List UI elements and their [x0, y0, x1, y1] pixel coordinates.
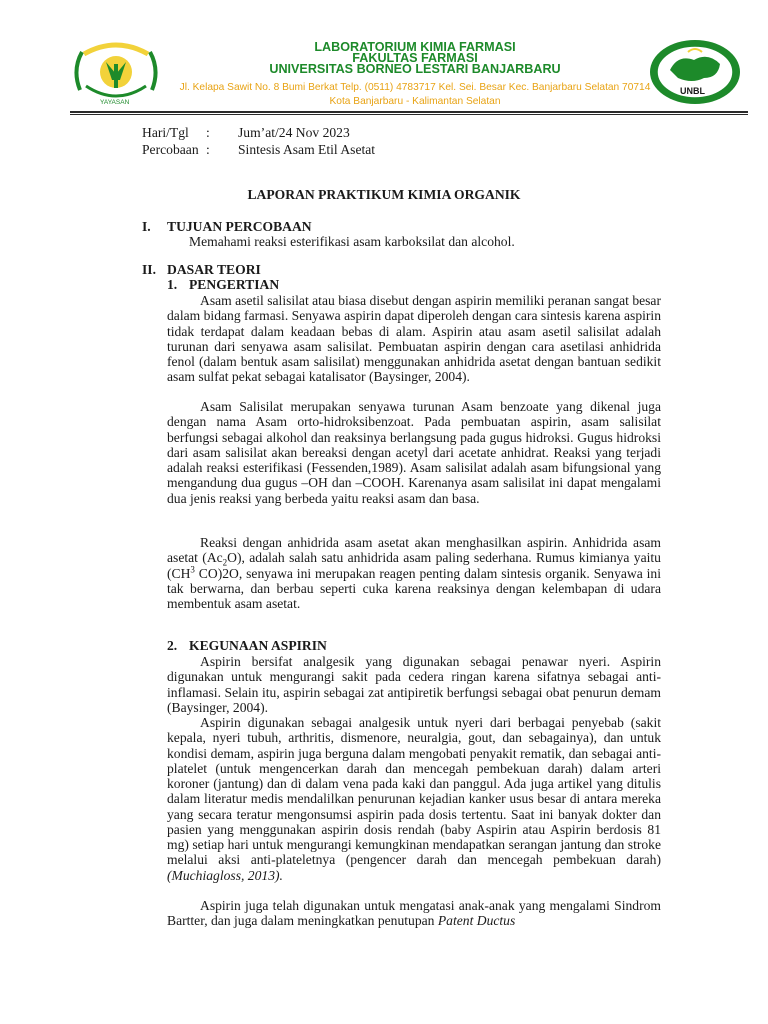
kegunaan-p2-text: Aspirin digunakan sebagai analgesik untuk nyeri dari berbagai penyebab (sakit kepala, nyeri tubuh, arthritis, dismenore, neuralgia, gout, dan sebagainya), dan untuk kondisi demam, aspirin juga berguna dalam mengobati penyakit rematik, dan sebagai anti-platelet (untuk mengencerkan darah dan mencegah pembekuan darah) dalam arteri koroner (jantung) dan di dalam vena pada kaki dan panggul. Ada juga artikel yang ditulis dalam literatur medis mendalilkan penurunan kejadian kanker usus besar di antara mereka yang secara teratur mengonsumsi aspirin pada dosis tertentu. Saat ini banyak dokter dan pasien yang menggunakan aspirin dosis rendah (baby Aspirin atau Aspirin berdosis 81 mg) setiap hari untuk mengurangi kemungkinan mendapatkan serangan jantung dan stroke melalui aksi anti-plateletnya (pengencer darah dan mencegah pembekuan darah) [167, 715, 661, 868]
date-label: Hari/Tgl [142, 125, 189, 140]
p3-subscript: 2 [222, 557, 228, 568]
p3-text-a: Reaksi dengan anhidrida asam asetat akan menghasilkan aspirin. Anhidrida asam asetat (Ac [167, 535, 661, 566]
subsection-2-number: 2. [167, 638, 178, 653]
address-line-2: Kota Banjarbaru - Kalimantan Selatan [329, 96, 501, 107]
experiment-label: Percobaan [142, 142, 199, 157]
kegunaan-p2-citation: (Muchiagloss, 2013). [167, 867, 283, 883]
date-value: Jum’at/24 Nov 2023 [238, 125, 350, 140]
lab-name: LABORATORIUM KIMIA FARMASI [314, 40, 516, 54]
experiment-separator: : [206, 142, 210, 157]
section-2-heading: DASAR TEORI [167, 262, 261, 277]
kegunaan-paragraph-2 [167, 715, 661, 883]
date-separator: : [206, 125, 210, 140]
address-line-1: Jl. Kelapa Sawit No. 8 Bumi Berkat Telp. (0511) 4783717 Kel. Sei. Besar Kec. Banjarbaru Selatan 70714 [179, 82, 651, 93]
p3-superscript: 3 [190, 563, 195, 574]
letterhead-divider-thin [70, 114, 748, 115]
p3-text-b: O), adalah salah satu anhidrida asam paling sederhana. Rumus kimianya yaitu (CH [167, 550, 661, 581]
kegunaan-paragraph-1: Aspirin bersifat analgesik yang digunakan sebagai penawar nyeri. Aspirin digunakan untuk mengurangi sakit pada cedera ringan karena sifatnya sebagai anti-inflamasi. Selain itu, aspirin sebagai zat antipiretik berfungsi sebagai obat penurun demam (Baysinger, 2004). [167, 654, 661, 715]
subsection-1-number: 1. [167, 277, 178, 292]
subsection-2-heading: KEGUNAAN ASPIRIN [189, 638, 327, 653]
section-2-number: II. [142, 262, 156, 277]
section-1-heading: TUJUAN PERCOBAAN [167, 219, 312, 234]
kegunaan-p3-italic: Patent Ductus [437, 913, 516, 929]
logo-right-text: UNBL [680, 86, 705, 96]
kegunaan-paragraph-3 [167, 898, 661, 929]
logo-left-text: YAYASAN [100, 99, 130, 106]
pengertian-paragraph-1: Asam asetil salisilat atau biasa disebut dengan aspirin memiliki peranan sangat besar dalam bidang farmasi. Senyawa aspirin dapat diperoleh dengan cara sintesis karena aspirin tidak terdapat dalam keadaan bebas di alam. Aspirin atau asam asetil salisilat adalah turunan dari senyawa asam salisilat. Pembuatan aspirin dengan cara asetilasi anhidrida fenol (dalam bentuk asam salisilat) menggunakan anhidrida asetat dengan bantuan sedikit asam sulfat pekat sebagai katalisator (Baysinger, 2004). [167, 293, 661, 385]
pengertian-paragraph-2: Asam Salisilat merupakan senyawa turunan Asam benzoate yang dikenal juga dengan nama Asam orto-hidroksibenzoat. Pada pembuatan aspirin, asam salisilat berfungsi sebagai alkohol dan reaksinya berlangsung pada gugus hidroksi. Gugus hidroksi dari asam salisilat akan bereaksi dengan acetyl dari acetate anhidrat. Reaksi yang terjadi adalah reaksi esterifikasi (Fessenden,1989). Asam salisilat adalah asam bifungsional yang mengandung dua gugus –OH dan –COOH. Karenanya asam salisilat ini dapat mengalami dua jenis reaksi yang berbeda yaitu reaksi asam dan basa. [167, 399, 661, 506]
section-1-number: I. [142, 219, 151, 234]
university-name: UNIVERSITAS BORNEO LESTARI BANJARBARU [269, 62, 561, 76]
yayasan-logo [70, 40, 162, 110]
letterhead-divider [70, 111, 748, 113]
pengertian-paragraph-3 [167, 535, 661, 611]
subsection-1-heading: PENGERTIAN [189, 277, 280, 292]
experiment-value: Sintesis Asam Etil Asetat [238, 142, 376, 157]
section-1-text: Memahami reaksi esterifikasi asam karboksilat dan alcohol. [189, 234, 515, 249]
p3-text-c: CO)2O, senyawa ini merupakan reagen penting dalam sintesis organik. Senyawa ini tak berwarna, dan berbau seperti cuka karena reaksinya dengan kelembapan di udara membentuk asam asetat. [167, 565, 661, 611]
faculty-name: FAKULTAS FARMASI [352, 51, 478, 65]
kegunaan-p3-text: Aspirin juga telah digunakan untuk mengatasi anak-anak yang mengalami Sindrom Bartter, dan juga dalam meningkatkan penutupan [167, 898, 661, 929]
report-title: LAPORAN PRAKTIKUM KIMIA ORGANIK [247, 187, 521, 202]
